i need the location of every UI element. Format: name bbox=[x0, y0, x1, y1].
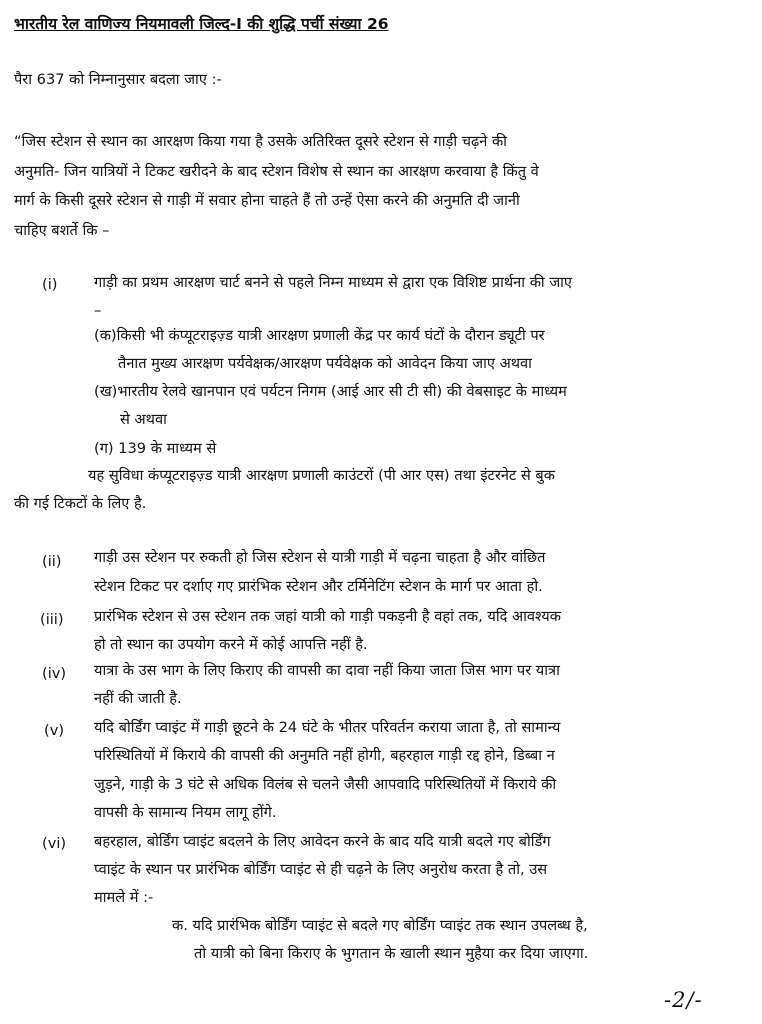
para-instruction: पैरा 637 को निम्नानुसार बदला जाए :- bbox=[14, 71, 222, 88]
item-line: हो तो स्थान का उपयोग करने में कोई आपत्ति नहीं है. bbox=[94, 636, 368, 653]
subitem-line: (ख)भारतीय रेलवे खानपान एवं पर्यटन निगम (आई आर सी टी सी) की वेबसाइट के माध्यम bbox=[94, 383, 567, 400]
item-label: (i) bbox=[42, 276, 58, 293]
note-line: की गई टिकटों के लिए है. bbox=[14, 495, 147, 512]
subitem-line: से अथवा bbox=[120, 411, 167, 428]
subitem-line: तैनात मुख्य आरक्षण पर्यवेक्षक/आरक्षण पर्यवेक्षक को आवेदन किया जाए अथवा bbox=[118, 355, 532, 372]
item-line: प्रारंभिक स्टेशन से उस स्टेशन तक जहां यात्री को गाड़ी पकड़नी है वहां तक, यदि आवश्यक bbox=[94, 608, 561, 625]
quote-line: “जिस स्टेशन से स्थान का आरक्षण किया गया है उसके अतिरिक्त दूसरे स्टेशन से गाड़ी चढ़ने की bbox=[14, 133, 507, 150]
item-line: – bbox=[94, 302, 102, 319]
subitem-line: तो यात्री को बिना किराए के भुगतान के खाली स्थान मुहैया कर दिया जाएगा. bbox=[194, 945, 589, 962]
subitem-line: (क)किसी भी कंप्यूटराइज़्ड यात्री आरक्षण प्रणाली केंद्र पर कार्य घंटों के दौरान ड्यूटी पर bbox=[94, 327, 545, 344]
item-label: (v) bbox=[44, 722, 65, 739]
item-line: जुड़ने, गाड़ी के 3 घंटे से अधिक विलंब से चलने जैसी आपवादि परिस्थितियों में किराये की bbox=[94, 776, 557, 793]
item-line: गाड़ी का प्रथम आरक्षण चार्ट बनने से पहले निम्न माध्यम से द्वारा एक विशिष्ट प्रार्थना की जाए bbox=[94, 274, 573, 291]
subitem-line: (ग) 139 के माध्यम से bbox=[94, 440, 217, 457]
item-line: मामले में :- bbox=[94, 889, 154, 906]
note-line: यह सुविधा कंप्यूटराइज़्ड यात्री आरक्षण प्रणाली काउंटरों (पी आर एस) तथा इंटरनेट से बुक bbox=[88, 467, 555, 484]
item-label: (iii) bbox=[40, 611, 64, 628]
item-label: (iv) bbox=[42, 665, 67, 682]
item-line: वापसी के सामान्य नियम लागू होंगे. bbox=[94, 804, 277, 821]
document-heading: भारतीय रेल वाणिज्य नियमावली जिल्द-I की शुद्धि पर्ची संख्या 26 bbox=[14, 15, 389, 33]
quote-line: अनुमति- जिन यात्रियों ने टिकट खरीदने के बाद स्टेशन विशेष से स्थान का आरक्षण करवाया है किंतु वे bbox=[14, 163, 539, 180]
page-number: -2/- bbox=[664, 988, 703, 1012]
item-line: नहीं की जाती है. bbox=[94, 690, 182, 707]
item-label: (ii) bbox=[42, 553, 62, 570]
item-line: प्वाइंट के स्थान पर प्रारंभिक बोर्डिंग प्वाइंट से ही चढ़ने के लिए अनुरोध करता है तो, उस bbox=[94, 861, 548, 878]
item-line: बहरहाल, बोर्डिंग प्वाइंट बदलने के लिए आवेदन करने के बाद यदि यात्री बदले गए बोर्डिंग bbox=[94, 833, 551, 850]
item-line: गाड़ी उस स्टेशन पर रुकती हो जिस स्टेशन से यात्री गाड़ी में चढ़ना चाहता है और वांछित bbox=[94, 549, 546, 566]
item-label: (vi) bbox=[42, 835, 67, 852]
subitem-line: क. यदि प्रारंभिक बोर्डिंग प्वाइंट से बदले गए बोर्डिंग प्वाइंट तक स्थान उपलब्ध है, bbox=[172, 917, 588, 934]
item-line: यदि बोर्डिंग प्वाइंट में गाड़ी छूटने के 24 घंटे के भीतर परिवर्तन कराया जाता है, तो सामान्य bbox=[94, 719, 561, 736]
item-line: स्टेशन टिकट पर दर्शाए गए प्रारंभिक स्टेशन और टर्मिनेटिंग स्टेशन के मार्ग पर आता हो. bbox=[94, 578, 543, 595]
quote-line: मार्ग के किसी दूसरे स्टेशन से गाड़ी में सवार होना चाहते हैं तो उन्हें ऐसा करने की अनुमति दी जानी bbox=[14, 192, 520, 209]
quote-line: चाहिए बशर्ते कि – bbox=[14, 222, 110, 239]
item-line: यात्रा के उस भाग के लिए किराए की वापसी का दावा नहीं किया जाता जिस भाग पर यात्रा bbox=[94, 662, 560, 679]
item-line: परिस्थितियों में किराये की वापसी की अनुमति नहीं होगी, बहरहाल गाड़ी रद्द होने, डिब्बा न bbox=[94, 747, 555, 764]
